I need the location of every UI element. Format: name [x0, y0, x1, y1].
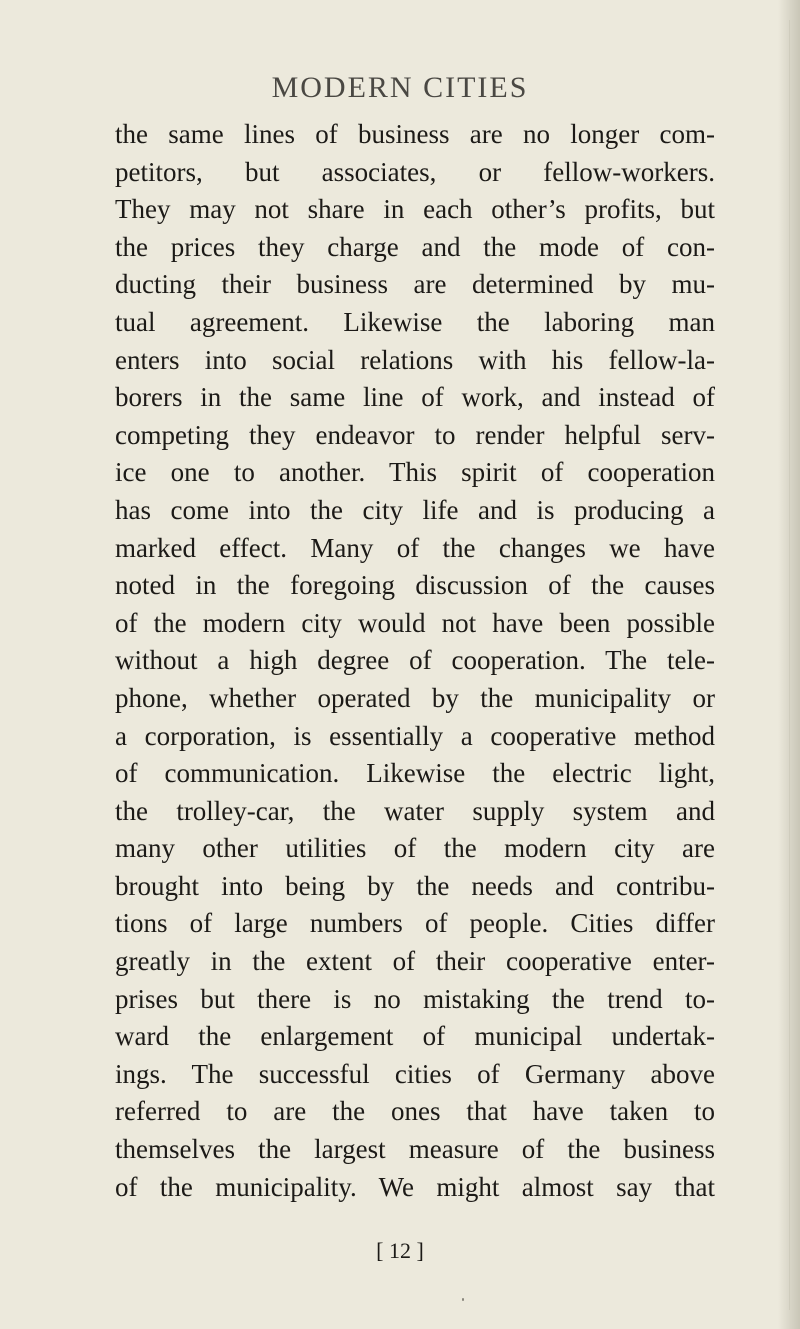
text-line: of the modern city would not have been possible: [115, 607, 715, 638]
text-line: ice one to another. This spirit of cooperation: [115, 457, 715, 488]
text-line: noted in the foregoing discussion of the causes: [115, 570, 715, 601]
paper-speck: [462, 1298, 464, 1301]
text-line: brought into being by the needs and contribu-: [115, 870, 715, 901]
text-line: greatly in the extent of their cooperative enter-: [115, 946, 715, 977]
page-number: [ 12 ]: [376, 1238, 424, 1263]
body-paragraph: [115, 116, 715, 1206]
text-line: the trolley-car, the water supply system and: [115, 795, 715, 826]
text-line: many other utilities of the modern city are: [115, 833, 715, 864]
text-line: has come into the city life and is producing a: [115, 494, 715, 525]
text-line: petitors, but associates, or fellow-workers.: [115, 156, 715, 187]
text-line: competing they endeavor to render helpful serv-: [115, 419, 715, 450]
text-line: of the municipality. We might almost say that: [115, 1171, 715, 1202]
text-line: borers in the same line of work, and instead of: [115, 382, 715, 413]
text-line: of communication. Likewise the electric light,: [115, 758, 715, 789]
text-line: tions of large numbers of people. Cities differ: [115, 908, 715, 939]
text-line: themselves the largest measure of the business: [115, 1134, 715, 1165]
text-line: the prices they charge and the mode of con-: [115, 231, 715, 262]
text-line: tual agreement. Likewise the laboring man: [115, 306, 715, 337]
text-line: phone, whether operated by the municipality or: [115, 682, 715, 713]
text-line: ward the enlargement of municipal undertak-: [115, 1021, 715, 1052]
page-edge-line: [789, 20, 790, 1310]
text-line: ducting their business are determined by mu-: [115, 269, 715, 300]
running-head: MODERN CITIES: [271, 71, 529, 104]
text-line: enters into social relations with his fellow-la-: [115, 344, 715, 375]
text-line: a corporation, is essentially a cooperative method: [115, 720, 715, 751]
text-line: the same lines of business are no longer com-: [115, 119, 715, 149]
text-line: prises but there is no mistaking the trend to-: [115, 983, 715, 1014]
text-line: marked effect. Many of the changes we have: [115, 532, 715, 563]
text-line: ings. The successful cities of Germany above: [115, 1058, 715, 1089]
text-line: without a high degree of cooperation. The tele-: [115, 645, 715, 676]
text-line: referred to are the ones that have taken to: [115, 1096, 715, 1127]
text-line: They may not share in each other’s profits, but: [115, 194, 715, 225]
